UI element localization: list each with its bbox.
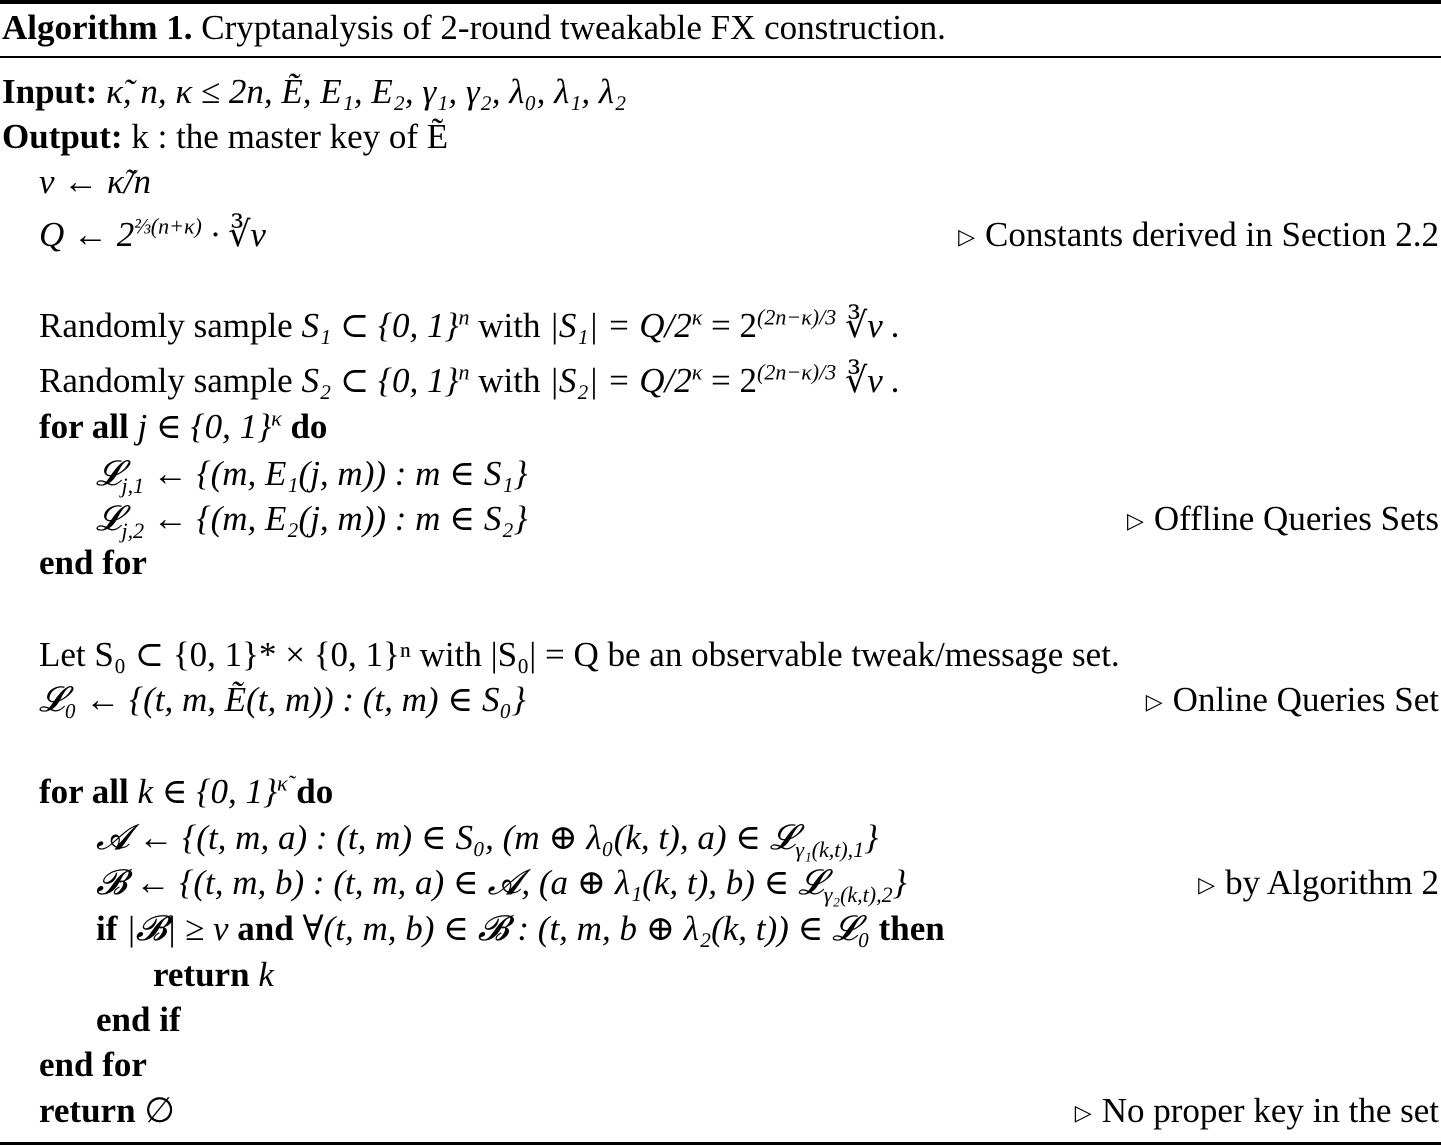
comment-by-algorithm-2: ▷ by Algorithm 2 <box>1198 863 1439 902</box>
comment-triangle-icon: ▷ <box>1126 508 1144 533</box>
bottom-rule <box>0 1142 1441 1145</box>
line-s0: Let S₀ ⊂ {0, 1}* × {0, 1}ⁿ with |S₀| = Q be an observable tweak/message set. <box>39 635 1120 674</box>
comment-triangle-icon: ▷ <box>958 224 976 249</box>
output-value: k : the master key of Ẽ <box>131 117 449 156</box>
top-rule <box>0 0 1441 4</box>
line-for-k: for all k ∈ {0, 1}$^{\kappã}$ do <box>39 770 334 811</box>
line-end-for-2: end for <box>39 1045 147 1084</box>
comment-offline: ▷ Offline Queries Sets <box>1126 499 1439 538</box>
algorithm-caption: Cryptanalysis of 2-round tweakable FX construction. <box>201 8 946 47</box>
line-nu: ν ← κ̃/n <box>39 162 152 201</box>
comment-triangle-icon: ▷ <box>1198 872 1216 897</box>
algorithm-label: Algorithm 1. <box>2 8 193 47</box>
output-line <box>2 115 448 159</box>
comment-no-key: ▷ No proper key in the set <box>1074 1091 1439 1130</box>
input-line <box>2 70 626 114</box>
line-return-k: return k <box>153 955 274 994</box>
line-l0: 𝓛₀ ← {(t, m, Ẽ(t, m)) : (t, m) ∈ S₀} <box>39 680 526 719</box>
q-lhs: Q ← 2 <box>39 215 135 254</box>
caption-rule <box>0 56 1441 58</box>
line-set-a: 𝓐 ← {(t, m, a) : (t, m) ∈ S₀, (m ⊕ λ₀(k, t), a) ∈ 𝓛$_{\gamma_1(k,t),1}$} <box>96 818 879 862</box>
input-label: Input: <box>2 72 98 111</box>
line-return-empty: return ∅ <box>39 1091 175 1130</box>
output-label: Output: <box>2 117 123 156</box>
line-sample-s1: Randomly sample S₁ ⊂ {0, 1}$^n$ with $|S_1| = Q/2^\kappa = 2^{(2n-\kappa)/3}$ ∛ν . <box>39 304 901 345</box>
q-exponent: ⅔(n+κ) <box>134 213 202 239</box>
line-set-b: 𝓑 ← {(t, m, b) : (t, m, a) ∈ 𝓐, (a ⊕ λ₁(k, t), b) ∈ 𝓛$_{\gamma_2(k,t),2}$} <box>96 863 907 907</box>
line-l-j2: 𝓛$_{j,2}$ ← {(m, E₂(j, m)) : m ∈ S₂} <box>96 499 528 543</box>
line-end-for-1: end for <box>39 543 147 582</box>
line-end-if: end if <box>96 1000 181 1039</box>
comment-online: ▷ Online Queries Set <box>1145 680 1439 719</box>
line-q <box>39 213 266 257</box>
q-rhs: · ∛ν <box>201 215 266 254</box>
line-sample-s2: Randomly sample S₂ ⊂ {0, 1}$^n$ with $|S_2| = Q/2^\kappa = 2^{(2n-\kappa)/3}$ ∛ν . <box>39 359 901 400</box>
input-value: κ̃, n, κ ≤ 2n, Ẽ, E₁, E₂, γ₁, γ₂, λ₀, λ₁, λ₂ <box>106 72 627 111</box>
line-l-j1: 𝓛$_{j,1}$ ← {(m, E₁(j, m)) : m ∈ S₁} <box>96 454 528 498</box>
line-for-j: for all j ∈ {0, 1}$^\kappa$ do <box>39 405 328 446</box>
line-if: if |𝓑| ≥ ν and ∀(t, m, b) ∈ 𝓑 : (t, m, b ⊕ λ₂(k, t)) ∈ 𝓛₀ then <box>96 909 945 948</box>
algorithm-title <box>2 6 946 50</box>
comment-constants: ▷ Constants derived in Section 2.2 <box>958 215 1439 254</box>
comment-triangle-icon: ▷ <box>1145 689 1163 714</box>
comment-triangle-icon: ▷ <box>1074 1100 1092 1125</box>
